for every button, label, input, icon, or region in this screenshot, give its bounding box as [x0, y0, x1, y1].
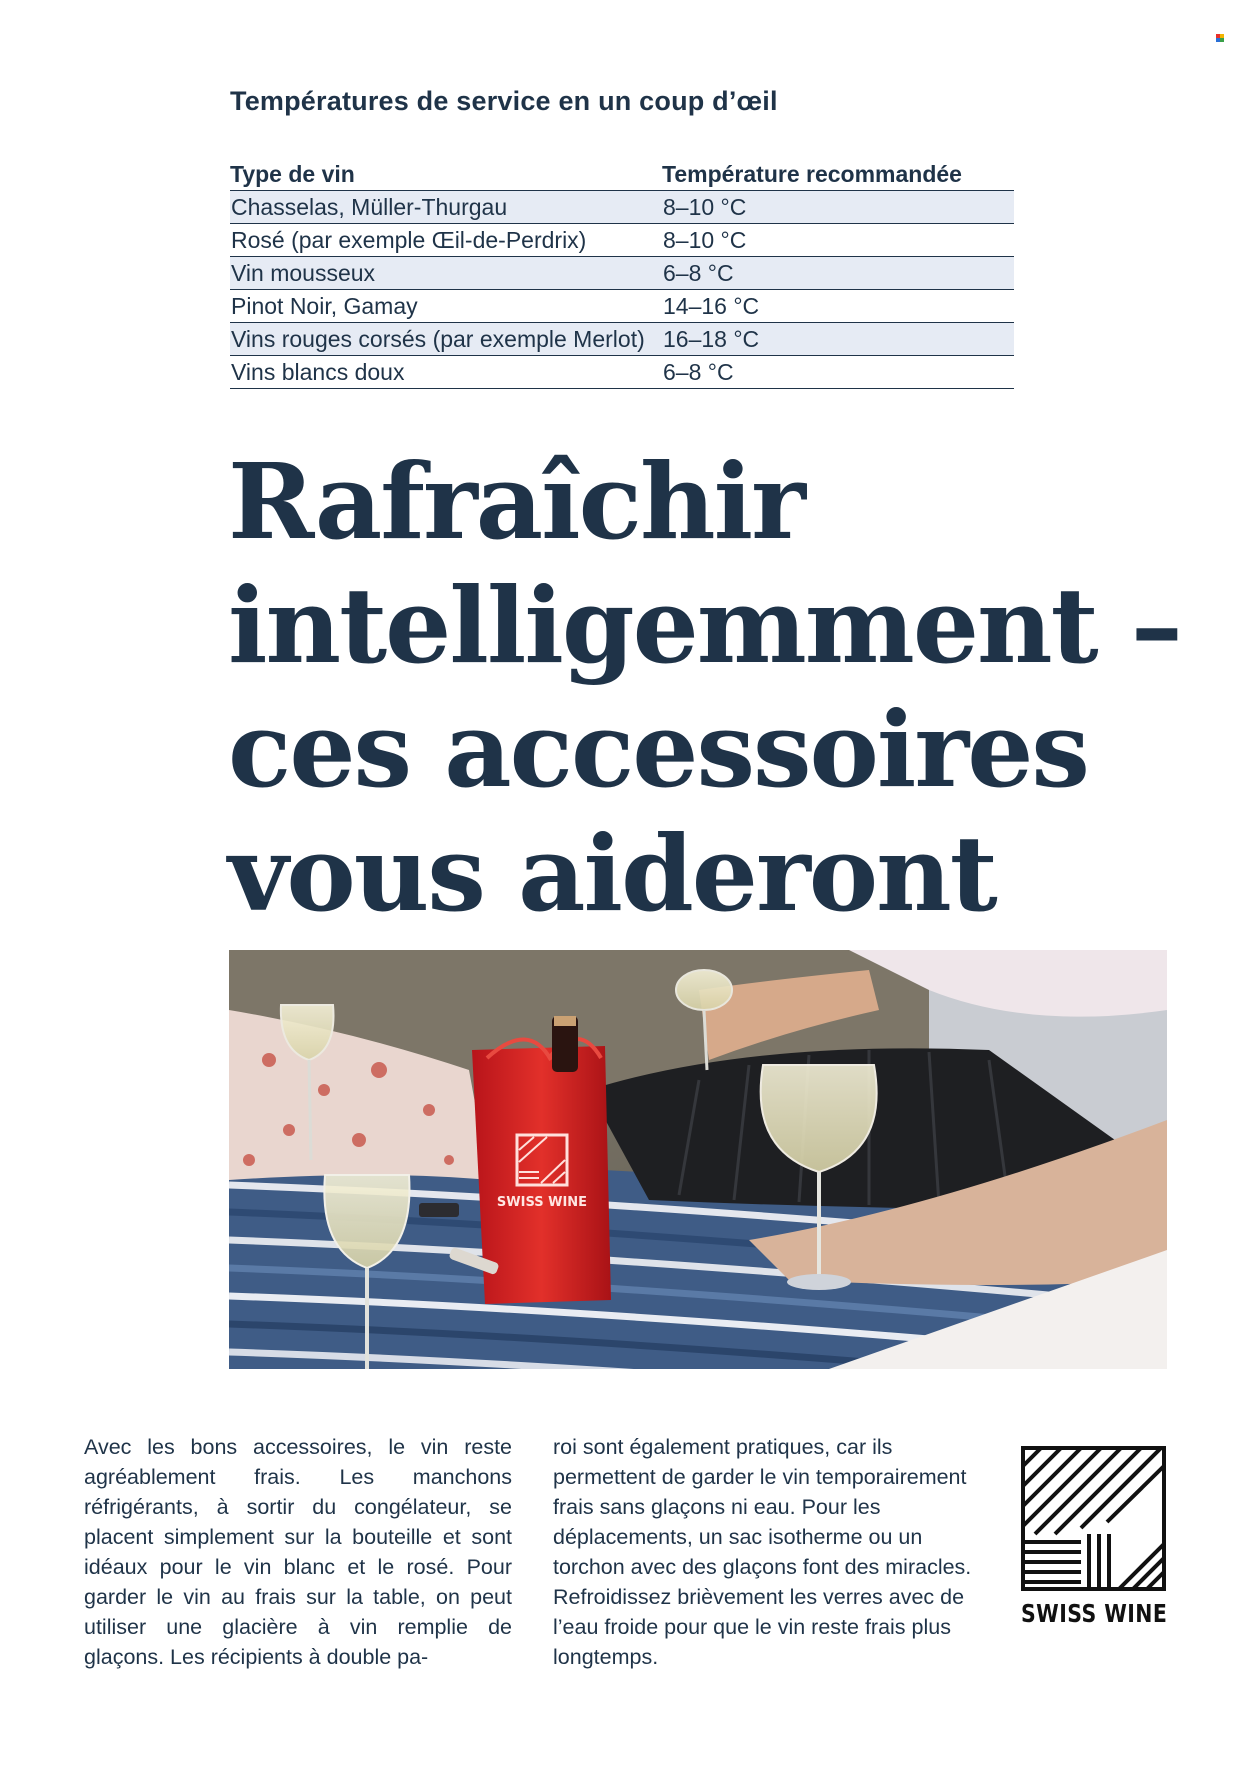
column-header-temperature: Température recommandée [662, 158, 1014, 191]
table-header-row [230, 158, 1014, 191]
table-row [230, 290, 1014, 323]
swiss-wine-logo-mark [1021, 1446, 1166, 1591]
wine-type-cell: Chasselas, Müller-Thurgau [230, 191, 662, 224]
temperature-cell: 14–16 °C [662, 290, 1014, 323]
wine-type-cell: Vin mousseux [230, 257, 662, 290]
wine-type-cell: Rosé (par exemple Œil-de-Perdrix) [230, 224, 662, 257]
picnic-photo [229, 950, 1167, 1369]
temperature-cell: 6–8 °C [662, 257, 1014, 290]
swiss-wine-logo-text: SWISS WINE [1021, 1599, 1168, 1628]
headline [228, 440, 1228, 936]
table-row [230, 356, 1014, 389]
headline-line: ces accessoires [228, 688, 1088, 811]
temperature-cell: 6–8 °C [662, 356, 1014, 389]
temperature-cell: 8–10 °C [662, 191, 1014, 224]
wine-type-cell: Vins blancs doux [230, 356, 662, 389]
table-row [230, 191, 1014, 224]
wine-type-cell: Pinot Noir, Gamay [230, 290, 662, 323]
table-row [230, 257, 1014, 290]
table-title: Températures de service en un coup d’œil [230, 86, 778, 116]
wine-type-cell: Vins rouges corsés (par exemple Merlot) [230, 323, 662, 356]
headline-line: vous aideront [228, 812, 996, 935]
temperature-cell: 8–10 °C [662, 224, 1014, 257]
swiss-wine-logo [1021, 1446, 1168, 1628]
article-column-2: roi sont également pratiques, car ils permettent de garder le vin temporairement frais sans glaçons ni eau. Pour les déplacements, un sac isotherme ou un torchon avec des glaçons font des miracles. Refroidissez brièvement les verres avec de l’eau froide pour que le vin reste frais plus longtemps. [553, 1435, 972, 1669]
temperature-table [230, 158, 1014, 389]
headline-line: Rafraîchir [228, 440, 804, 563]
table-row [230, 224, 1014, 257]
bag-label: SWISS WINE [496, 1195, 588, 1210]
headline-line: intelligemment – [228, 564, 1181, 687]
table-row [230, 323, 1014, 356]
article-column-1: Avec les bons accessoires, le vin reste agréablement frais. Les manchons réfrigérants, à sortir du congélateur, se placent simplement sur la bouteille et sont idéaux pour le vin blanc et le rosé. Pour garder le vin au frais sur la table, on peut utiliser une glacière à vin remplie de glaçons. Les récipients à double pa- [84, 1435, 512, 1669]
temperature-cell: 16–18 °C [662, 323, 1014, 356]
corner-color-mark [1216, 34, 1224, 42]
column-header-wine-type: Type de vin [230, 158, 662, 191]
